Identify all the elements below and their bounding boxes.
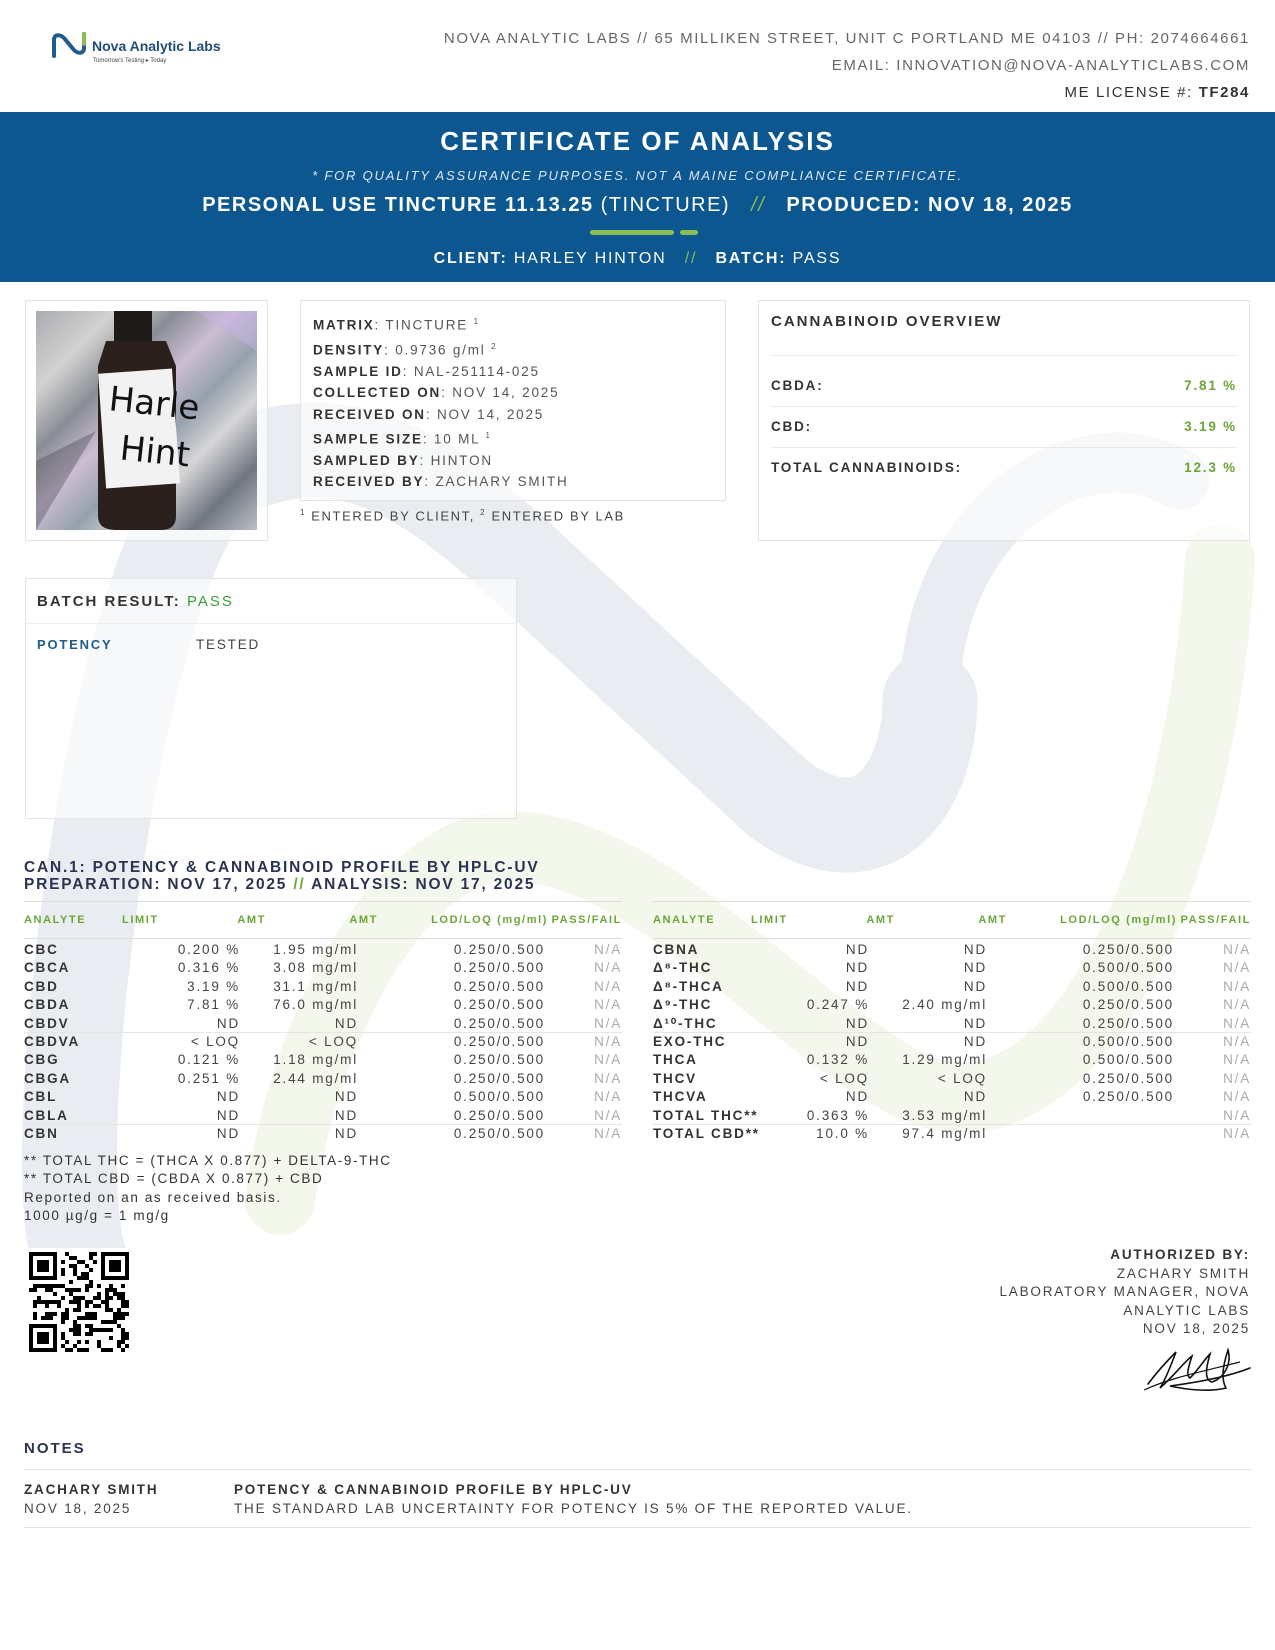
cell-lodloq: 0.500/0.500 (1082, 978, 1174, 994)
footnote-basis: Reported on an as received basis. (24, 1189, 282, 1205)
cell-pf: N/A (1223, 960, 1251, 976)
divider (771, 447, 1237, 448)
cell-analyte: Δ⁹-THC (653, 997, 713, 1013)
cell-amt-mgml: ND (963, 942, 987, 957)
batch-result-value: PASS (186, 593, 234, 610)
cell-amt-mgml: 76.0 mg/ml (273, 997, 358, 1013)
cell-amt-mgml: 1.95 mg/ml (273, 942, 358, 957)
column-header: LIMIT (122, 914, 159, 926)
table-row (653, 1125, 1251, 1143)
cell-analyte: EXO-THC (653, 1033, 727, 1049)
info-label: RECEIVED ON (313, 406, 426, 422)
info-row: MATRIX: TINCTURE $^1$ (313, 317, 480, 333)
overview-value: 7.81 % (1184, 378, 1237, 393)
footnote-client: ENTERED BY CLIENT, (311, 508, 475, 524)
cell-amt-pct: 3.19 % (187, 978, 240, 994)
info-row: SAMPLE ID: NAL-251114-025 (313, 363, 540, 379)
table-row (653, 1051, 1251, 1069)
info-value: NAL-251114-025 (413, 363, 540, 379)
divider (771, 406, 1237, 407)
cell-lodloq: 0.250/0.500 (1082, 1089, 1174, 1105)
cell-amt-mgml: 3.53 mg/ml (902, 1107, 987, 1123)
qr-code-icon (25, 1248, 133, 1356)
divider (24, 1469, 1251, 1470)
product-name: PERSONAL USE TINCTURE 11.13.25 (202, 194, 594, 216)
authorized-label: AUTHORIZED BY: (1110, 1247, 1250, 1262)
column-header: PASS/FAIL (551, 914, 622, 926)
info-row: RECEIVED ON: NOV 14, 2025 (313, 406, 545, 422)
produced-date: PRODUCED: NOV 18, 2025 (786, 194, 1073, 216)
section-dates (24, 876, 535, 894)
cell-amt-mgml: ND (963, 1033, 987, 1049)
cell-amt-pct: ND (216, 1089, 240, 1105)
cell-amt-mgml: ND (963, 1015, 987, 1031)
info-label: SAMPLED BY (313, 452, 420, 468)
footnote-total-thc: ** TOTAL THC = (THCA X 0.877) + DELTA-9-THC (24, 1153, 392, 1168)
license-line (1065, 84, 1250, 101)
company-logo (50, 28, 230, 68)
cell-analyte: CBCA (24, 960, 71, 976)
tincture-bottle-image (36, 311, 257, 530)
note-title: POTENCY & CANNABINOID PROFILE BY HPLC-UV (234, 1482, 633, 1497)
cell-pf: N/A (1223, 978, 1251, 994)
cell-pf: N/A (1223, 1033, 1251, 1049)
note-text: THE STANDARD LAB UNCERTAINTY FOR POTENCY IS 5% OF THE REPORTED VALUE. (234, 1501, 913, 1516)
cell-amt-pct: ND (845, 1015, 869, 1031)
cell-analyte: CBDVA (24, 1033, 80, 1049)
table-row (653, 1070, 1251, 1088)
title-banner (0, 112, 1275, 282)
info-row: RECEIVED BY: ZACHARY SMITH (313, 474, 569, 490)
cell-pf: N/A (594, 1107, 622, 1123)
authorized-title: ANALYTIC LABS (1123, 1302, 1250, 1318)
cell-pf: N/A (1223, 1052, 1251, 1068)
cell-analyte: TOTAL CBD** (653, 1125, 760, 1141)
info-label: SAMPLE ID (313, 363, 403, 379)
cell-analyte: CBLA (24, 1107, 69, 1123)
cell-lodloq: 0.250/0.500 (453, 1107, 545, 1123)
cell-amt-mgml: ND (963, 960, 987, 976)
cell-pf: N/A (594, 1052, 622, 1068)
info-label: SAMPLE SIZE (313, 431, 423, 447)
cell-analyte: Δ⁸-THCA (653, 978, 724, 994)
table-row (24, 1088, 622, 1106)
overview-value: 3.19 % (1184, 419, 1237, 434)
table-row (24, 978, 622, 996)
column-header: LOD/LOQ (mg/ml) (1060, 914, 1177, 926)
cell-analyte: CBDV (24, 1015, 70, 1031)
logo-tagline: Tomorrow's Testing ▸ Today (93, 58, 167, 64)
column-header: AMT (978, 914, 1007, 926)
sample-photo (36, 311, 257, 530)
cell-pf: N/A (594, 960, 622, 976)
table-header-row (653, 901, 1251, 939)
cell-lodloq: 0.250/0.500 (453, 1070, 545, 1086)
cell-amt-mgml: 3.08 mg/ml (273, 960, 358, 976)
cell-amt-pct: 0.251 % (177, 1070, 240, 1086)
svg-text:Harle: Harle (107, 379, 202, 429)
sample-photo-frame (25, 300, 268, 541)
analysis-date: ANALYSIS: NOV 17, 2025 (311, 876, 536, 893)
cell-analyte: THCVA (653, 1089, 708, 1105)
batch-value: PASS (792, 250, 842, 267)
cell-amt-mgml: 97.4 mg/ml (902, 1125, 987, 1141)
table-row (24, 996, 622, 1014)
cell-amt-pct: 0.132 % (806, 1052, 869, 1068)
cell-lodloq: 0.250/0.500 (1082, 942, 1174, 957)
cell-pf: N/A (594, 1125, 622, 1141)
cell-amt-pct: ND (845, 1089, 869, 1105)
cell-analyte: Δ⁸-THC (653, 960, 713, 976)
cell-analyte: CBNA (653, 942, 700, 957)
cell-amt-mgml: ND (963, 978, 987, 994)
cell-lodloq: 0.250/0.500 (453, 978, 545, 994)
cell-amt-pct: ND (216, 1125, 240, 1141)
cell-pf: N/A (594, 942, 622, 957)
column-header: AMT (866, 914, 895, 926)
license-value: TF284 (1198, 84, 1250, 101)
cell-pf: N/A (594, 1033, 622, 1049)
table-row (24, 1051, 622, 1069)
authorized-title: LABORATORY MANAGER, NOVA (999, 1284, 1250, 1300)
column-header: PASS/FAIL (1180, 914, 1251, 926)
logo-name: Nova Analytic Labs (92, 38, 221, 54)
cell-lodloq: 0.250/0.500 (453, 1125, 545, 1141)
product-type: (TINCTURE) (600, 194, 731, 216)
cell-pf: N/A (594, 1089, 622, 1105)
note-content (234, 1480, 913, 1518)
table-row (653, 996, 1251, 1014)
svg-text:Hint: Hint (118, 428, 192, 476)
cell-amt-pct: < LOQ (819, 1070, 869, 1086)
info-row: COLLECTED ON: NOV 14, 2025 (313, 385, 560, 401)
footnote-units: 1000 µg/g = 1 mg/g (24, 1207, 170, 1223)
notes-heading: NOTES (24, 1440, 86, 1457)
table-row (653, 959, 1251, 977)
info-value: HINTON (430, 452, 493, 468)
info-value: ZACHARY SMITH (435, 474, 569, 490)
lab-address: NOVA ANALYTIC LABS // 65 MILLIKEN STREET, UNIT C PORTLAND ME 04103 // PH: 2074664661 (443, 30, 1250, 47)
cell-analyte: CBN (24, 1125, 59, 1141)
cell-analyte: CBC (24, 942, 59, 957)
authorization-block (999, 1246, 1250, 1339)
authorized-date: NOV 18, 2025 (1142, 1321, 1250, 1337)
divider (771, 355, 1237, 356)
divider (26, 623, 516, 624)
cell-amt-pct: 7.81 % (187, 997, 240, 1013)
table-row (653, 941, 1251, 959)
note-date: NOV 18, 2025 (24, 1501, 132, 1516)
cell-amt-pct: ND (845, 942, 869, 957)
cell-lodloq: 0.500/0.500 (1082, 960, 1174, 976)
separator: // (684, 250, 698, 267)
cell-amt-mgml: ND (334, 1089, 358, 1105)
cell-amt-mgml: 1.29 mg/ml (902, 1052, 987, 1068)
cell-amt-mgml: 2.44 mg/ml (273, 1070, 358, 1086)
info-label: DENSITY (313, 342, 385, 358)
cell-amt-mgml: 31.1 mg/ml (273, 978, 358, 994)
cell-amt-mgml: 2.40 mg/ml (902, 997, 987, 1013)
cell-amt-mgml: < LOQ (937, 1070, 987, 1086)
test-name: POTENCY (37, 637, 113, 652)
cell-amt-mgml: < LOQ (308, 1033, 358, 1049)
table-row (24, 941, 622, 959)
cannabinoid-overview-panel (758, 300, 1250, 541)
preparation-date: PREPARATION: NOV 17, 2025 (24, 876, 288, 893)
cell-pf: N/A (1223, 1107, 1251, 1123)
table-row (653, 978, 1251, 996)
table-header-row (24, 901, 622, 939)
logo-mark-icon (50, 30, 88, 60)
cell-amt-pct: 10.0 % (816, 1125, 869, 1141)
cell-amt-mgml: 1.18 mg/ml (273, 1052, 358, 1068)
table-row (24, 1125, 622, 1143)
cell-analyte: THCA (653, 1052, 698, 1068)
overview-label: TOTAL CANNABINOIDS: (771, 460, 962, 475)
cell-pf: N/A (594, 978, 622, 994)
potency-table-left (24, 901, 622, 1143)
lab-email: EMAIL: INNOVATION@NOVA-ANALYTICLABS.COM (831, 57, 1250, 74)
client-name: HARLEY HINTON (513, 250, 667, 267)
cell-pf: N/A (594, 1070, 622, 1086)
info-label: RECEIVED BY (313, 474, 425, 490)
cell-lodloq: 0.500/0.500 (1082, 1033, 1174, 1049)
signature-image (1140, 1338, 1252, 1394)
cell-amt-pct: < LOQ (190, 1033, 240, 1049)
batch-label: BATCH (715, 250, 780, 267)
cell-lodloq: 0.250/0.500 (453, 1052, 545, 1068)
cell-analyte: THCV (653, 1070, 697, 1086)
cell-lodloq: 0.250/0.500 (1082, 1070, 1174, 1086)
client-batch-line: CLIENT: HARLEY HINTON // BATCH: PASS (433, 250, 842, 267)
overview-label: CBD: (771, 419, 812, 434)
column-header: LOD/LOQ (mg/ml) (431, 914, 548, 926)
cell-amt-pct: 0.247 % (806, 997, 869, 1013)
cell-amt-pct: ND (216, 1015, 240, 1031)
overview-label: CBDA: (771, 378, 824, 393)
overview-value: 12.3 % (1184, 460, 1237, 475)
info-row: SAMPLE SIZE: 10 ML $^1$ (313, 431, 492, 447)
separator: // (293, 876, 306, 893)
cell-lodloq: 0.250/0.500 (453, 1015, 545, 1031)
cell-amt-pct: 0.363 % (806, 1107, 869, 1123)
authorized-name: ZACHARY SMITH (1116, 1265, 1250, 1281)
column-header: ANALYTE (24, 914, 87, 926)
footnote-marker: 1 (485, 431, 492, 441)
divider (24, 1527, 1251, 1528)
footnote-lab: ENTERED BY LAB (491, 508, 625, 524)
cell-analyte: CBD (24, 978, 59, 994)
calculation-footnotes (24, 1152, 392, 1225)
cell-lodloq: 0.250/0.500 (453, 960, 545, 976)
cell-analyte: CBGA (24, 1070, 71, 1086)
table-row (24, 1015, 622, 1033)
cell-analyte: TOTAL THC** (653, 1107, 759, 1123)
batch-result-label: BATCH RESULT (37, 593, 174, 610)
info-value: 0.9736 g/ml (395, 342, 486, 358)
footnote-total-cbd: ** TOTAL CBD = (CBDA X 0.877) + CBD (24, 1171, 324, 1187)
footnote-marker: 1 (473, 317, 480, 326)
column-header: LIMIT (751, 914, 788, 926)
overview-heading: CANNABINOID OVERVIEW (771, 313, 1003, 330)
sample-info-panel (300, 300, 726, 501)
table-row (24, 1070, 622, 1088)
cell-amt-pct: ND (216, 1107, 240, 1123)
table-row (24, 1107, 622, 1125)
cell-pf: N/A (594, 997, 622, 1013)
note-author: ZACHARY SMITH (24, 1482, 159, 1497)
cell-lodloq: 0.500/0.500 (453, 1089, 545, 1105)
table-row (653, 1033, 1251, 1051)
cell-pf: N/A (594, 1015, 622, 1031)
cell-analyte: CBG (24, 1052, 60, 1068)
info-value: NOV 14, 2025 (452, 385, 560, 401)
cell-amt-pct: 0.316 % (177, 960, 240, 976)
table-row (24, 1033, 622, 1051)
cell-amt-pct: ND (845, 960, 869, 976)
qa-disclaimer: * FOR QUALITY ASSURANCE PURPOSES. NOT A MAINE COMPLIANCE CERTIFICATE. (312, 168, 963, 183)
info-row: SAMPLED BY: HINTON (313, 452, 493, 468)
section-title: CAN.1: POTENCY & CANNABINOID PROFILE BY HPLC-UV (24, 859, 540, 876)
table-row (653, 1015, 1251, 1033)
cell-pf: N/A (1223, 997, 1251, 1013)
table-row (653, 1107, 1251, 1125)
cell-amt-pct: ND (845, 1033, 869, 1049)
cell-pf: N/A (1223, 1070, 1251, 1086)
info-label: COLLECTED ON (313, 385, 442, 401)
potency-table-right (653, 901, 1251, 1143)
cell-lodloq: 0.250/0.500 (453, 942, 545, 957)
qr-code[interactable] (25, 1248, 133, 1356)
cell-lodloq: 0.250/0.500 (1082, 1015, 1174, 1031)
cell-amt-pct: 0.200 % (177, 942, 240, 957)
column-header: AMT (349, 914, 378, 926)
client-label: CLIENT (433, 250, 501, 267)
cell-amt-mgml: ND (334, 1125, 358, 1141)
cell-analyte: CBDA (24, 997, 71, 1013)
info-value: 10 ML (433, 431, 480, 447)
product-line (0, 194, 1275, 217)
cell-lodloq: 0.250/0.500 (453, 1033, 545, 1049)
license-label: ME LICENSE #: (1064, 84, 1193, 101)
cell-lodloq: 0.500/0.500 (1082, 1052, 1174, 1068)
batch-result-heading: BATCH RESULT: PASS (37, 593, 234, 610)
cell-pf: N/A (1223, 1015, 1251, 1031)
info-value: TINCTURE (385, 317, 469, 333)
cell-analyte: CBL (24, 1089, 58, 1105)
separator: // (751, 194, 766, 216)
cell-lodloq: 0.250/0.500 (1082, 997, 1174, 1013)
info-label: MATRIX (313, 317, 375, 333)
batch-result-panel (25, 578, 517, 819)
cell-analyte: Δ¹⁰-THC (653, 1015, 718, 1031)
column-header: ANALYTE (653, 914, 716, 926)
cell-amt-pct: 0.121 % (177, 1052, 240, 1068)
table-row (24, 959, 622, 977)
column-header: AMT (237, 914, 266, 926)
cell-amt-mgml: ND (334, 1107, 358, 1123)
cell-lodloq: 0.250/0.500 (453, 997, 545, 1013)
cell-amt-mgml: ND (963, 1089, 987, 1105)
footnote-marker: 2 (491, 341, 498, 351)
info-row: DENSITY: 0.9736 g/ml $^2$ (313, 341, 498, 358)
info-value: NOV 14, 2025 (436, 406, 545, 422)
cell-pf: N/A (1223, 1089, 1251, 1105)
cell-amt-mgml: ND (334, 1015, 358, 1031)
table-row (653, 1088, 1251, 1106)
note-author-block (24, 1480, 158, 1518)
certificate-title: CERTIFICATE OF ANALYSIS (440, 126, 835, 156)
test-status: TESTED (196, 637, 261, 652)
cell-amt-pct: ND (845, 978, 869, 994)
entry-footnote: $^1$ ENTERED BY CLIENT, $^2$ ENTERED BY LAB (300, 508, 625, 524)
cell-pf: N/A (1223, 1125, 1251, 1141)
cell-pf: N/A (1223, 942, 1251, 957)
